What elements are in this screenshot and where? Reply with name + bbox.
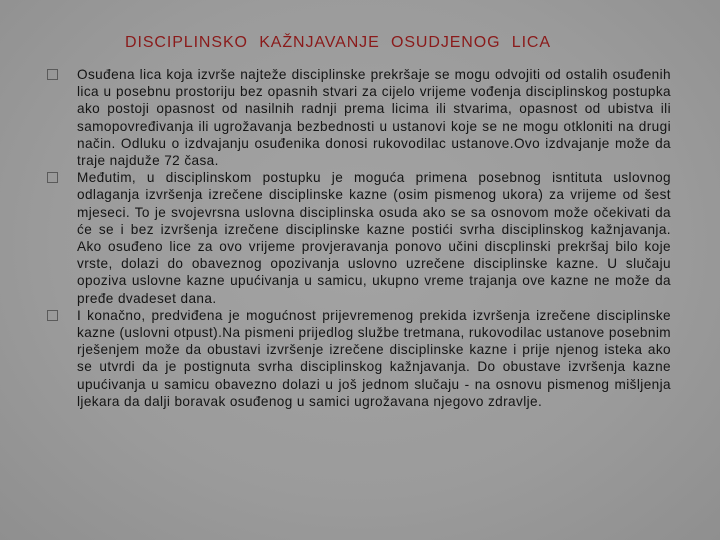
list-item-text: I konačno, predviđena je mogućnost prijevremenog prekida izvršenja izrečene disciplinske kazne (uslovni otpust).Na pismeni prijedlog službe tretmana, rukovodilac ustanove posebnim rješenjem može da obustavi izvršenje izrečene disciplinske kazne i prije njenog isteka ako se utvrdi da je postignuta svrha disciplinskog kažnjavanja. Do obustave izvršenja kazne upućivanja u samicu obavezno dolazi u još jednom slučaju - na osnovu pismenog mišljenja ljekara da dalji boravak osuđenog u samici ugrožavana njegovo zdravlje.: [77, 307, 671, 409]
checkbox-square-icon: [47, 69, 58, 80]
list-item-text: Osuđena lica koja izvrše najteže disciplinske prekršaje se mogu odvojiti od ostalih osuđenih lica u posebnu prostoriju bez opasnih stvari za cijelo vrijeme vođenja disciplinskog postupka ako postoji opasnost od nasilnih radnji prema licima ili stvarima, opasnost od ubistva ili samopovređivanja ili ugrožavanja bezbednosti u ustanovi koje se ne mogu otkloniti na drugi način. Odluku o izdvajanju osuđenika donosi rukovodilac ustanove.Ovo izdvajanje može da traje najduže 72 časa.: [77, 67, 671, 169]
checkbox-square-icon: [47, 310, 58, 321]
checkbox-square-icon: [47, 172, 58, 183]
list-item: [77, 307, 671, 410]
list-item: [77, 169, 671, 307]
slide-title: DISCIPLINSKO KAŽNJAVANJE OSUDJENOG LICA: [125, 34, 551, 51]
list-item: [77, 66, 671, 169]
list-item-text: Međutim, u disciplinskom postupku je moguća primena posebnog isntituta uslovnog odlaganja izvršenja izrečene disciplinske kazne (osim pismenog ukora) za vrijeme od šest mjeseci. To je svojevrsna uslovna disciplinska osuda ako se sa osnovom može očekivati da će se i bez izvršenja izrečene disciplinske kazne postići svrha disciplinskog kažnjavanja. Ako osuđeno lice za ovo vrijeme provjeravanja ponovo učini discplinski prekršaj bilo koje vrste, dolazi do obaveznog opozivanja uslovno uzrečene disciplinske kazne. U slučaju opoziva uslovne kazne upućivanja u samicu, ukupno vreme trajanja ove kazne ne može da pređe dvadeset dana.: [77, 170, 671, 306]
bullet-list: [77, 66, 671, 410]
